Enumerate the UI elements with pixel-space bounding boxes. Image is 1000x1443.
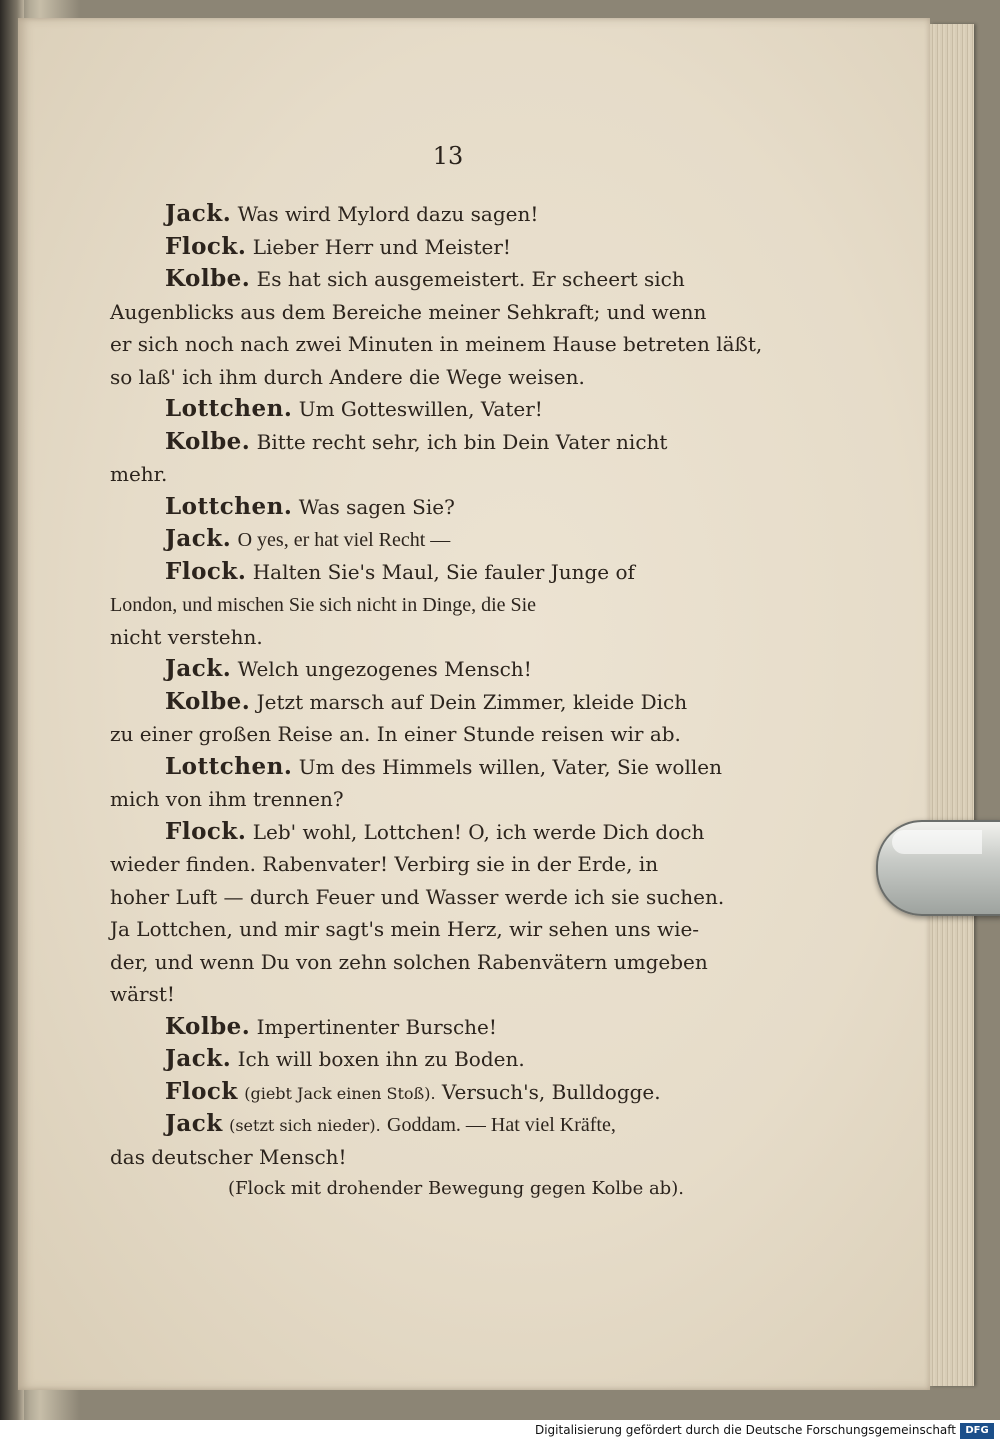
footer-bar [0,1420,1000,1443]
line-text: so laß' ich ihm durch Andere die Wege weisen. [110,364,585,389]
line-text: O yes, er hat viel Recht — [237,529,451,551]
text-line [110,1043,762,1076]
line-text: mehr. [110,462,168,486]
text-line [110,523,762,556]
text-line [110,848,762,881]
stage-note: (setzt sich nieder). [229,1116,381,1135]
text-line [110,816,762,849]
line-text: Um Gotteswillen, Vater! [298,397,543,421]
text-line [110,1076,762,1109]
line-text: Jetzt marsch auf Dein Zimmer, kleide Dich [256,689,688,714]
speaker-name: Flock. [165,817,247,845]
page-number: 13 [432,142,464,170]
line-text: Leb' wohl, Lottchen! O, ich werde Dich doch [252,819,705,844]
page-clip [876,820,1000,916]
line-text: Ich will boxen ihn zu Boden. [237,1047,525,1071]
text-line [110,198,762,231]
text-line [110,393,762,426]
text-line [110,588,762,621]
dialogue-text [110,198,762,1206]
line-text: der, und wenn Du von zehn solchen Rabenvätern umgeben [110,949,708,974]
text-line [110,263,762,296]
text-line [110,1108,762,1141]
text-line [110,1011,762,1044]
speaker-name: Kolbe. [165,427,251,455]
speaker-name: Jack. [165,1045,232,1072]
line-text: er sich noch nach zwei Minuten in meinem Hause betreten läßt, [110,332,763,356]
text-line [110,621,762,654]
text-line [110,491,762,524]
line-text: wieder finden. Rabenvater! Verbirg sie in der Erde, in [110,852,659,876]
text-line [110,556,762,589]
speaker-name: Jack. [165,525,232,552]
speaker-name: Lottchen. [165,752,293,780]
line-text: Bitte recht sehr, ich bin Dein Vater nicht [256,429,668,454]
line-text: nicht verstehn. [110,624,263,649]
line-text: mich von ihm trennen? [110,787,344,811]
line-text: wärst! [110,982,175,1006]
line-text: Versuch's, Bulldogge. [441,1079,661,1104]
text-line [110,653,762,686]
stage-direction: (Flock mit drohender Bewegung gegen Kolbe ab). [228,1178,684,1199]
speaker-name: Flock. [165,232,247,260]
speaker-name: Flock. [165,557,247,585]
speaker-name: Jack. [165,200,232,227]
text-line [110,426,762,459]
line-text: Halten Sie's Maul, Sie fauler Junge of [252,559,635,584]
line-text: Ja Lottchen, und mir sagt's mein Herz, wir sehen uns wie- [110,917,700,941]
page-edges [930,24,974,1386]
text-line [110,1173,762,1206]
digitization-credit: Digitalisierung gefördert durch die Deutsche Forschungsgemeinschaft [534,1423,956,1437]
text-line [110,328,762,361]
text-line [110,751,762,784]
line-text: Impertinenter Bursche! [256,1014,497,1039]
speaker-name: Flock [165,1077,238,1105]
line-text: London, und mischen Sie sich nicht in Dinge, die Sie [110,594,537,616]
book-page [18,18,930,1390]
line-text: hoher Luft — durch Feuer und Wasser werde ich sie suchen. [110,884,725,909]
text-line [110,458,762,491]
line-text: Augenblicks aus dem Bereiche meiner Sehkraft; und wenn [110,299,707,324]
line-text: Es hat sich ausgemeistert. Er scheert sich [256,267,685,291]
speaker-name: Kolbe. [165,265,251,292]
line-text: Lieber Herr und Meister! [252,234,511,259]
text-line [110,361,762,394]
speaker-name: Kolbe. [165,687,251,715]
line-text: Welch ungezogenes Mensch! [237,657,532,681]
line-text: Goddam. — Hat viel Kräfte, [387,1114,616,1136]
text-line [110,1141,762,1174]
line-text: Um des Himmels willen, Vater, Sie wollen [298,754,722,779]
text-line [110,718,762,751]
line-text: zu einer großen Reise an. In einer Stunde reisen wir ab. [110,722,681,746]
speaker-name: Kolbe. [165,1012,251,1040]
text-line [110,946,762,979]
line-text: das deutscher Mensch! [110,1144,347,1169]
speaker-name: Jack. [165,655,232,682]
text-line [110,783,762,816]
speaker-name: Jack [165,1110,223,1137]
speaker-name: Lottchen. [165,395,293,422]
text-line [110,296,762,329]
line-text: Was wird Mylord dazu sagen! [237,202,539,226]
text-line [110,881,762,914]
line-text: Was sagen Sie? [298,494,455,519]
stage-note: (giebt Jack einen Stoß). [244,1083,436,1103]
text-line [110,978,762,1011]
text-line [110,913,762,946]
text-line [110,686,762,719]
text-line [110,231,762,264]
speaker-name: Lottchen. [165,492,293,520]
dfg-logo: DFG [960,1423,994,1439]
